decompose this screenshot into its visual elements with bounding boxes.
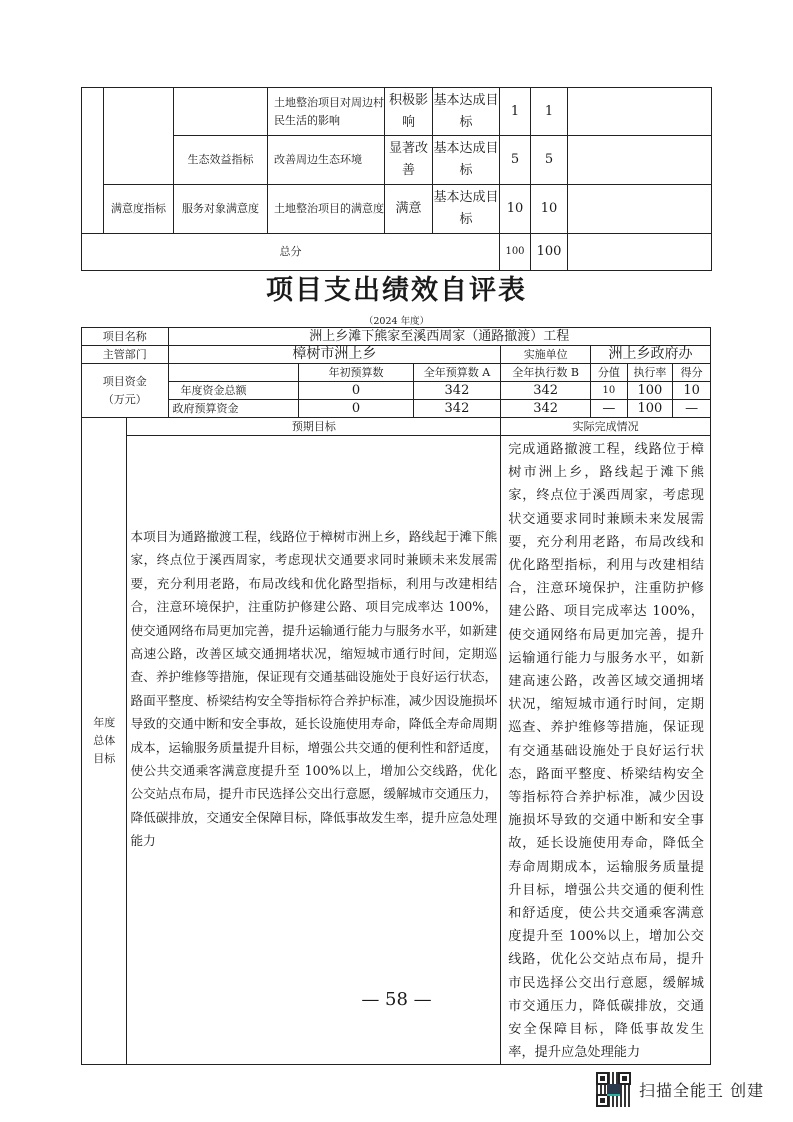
- indicator-cell: 土地整治项目对周边村民生活的影响: [268, 88, 385, 136]
- actual-cell: 基本达成目标: [433, 136, 500, 185]
- funds-annual: 342: [413, 382, 501, 400]
- total-row: [82, 234, 712, 271]
- total-weight: 100: [500, 234, 531, 271]
- level2-cell: [104, 88, 174, 185]
- note-cell: [568, 88, 712, 136]
- funds-header-weight: 分值: [591, 364, 628, 382]
- actual-cell: 基本达成目标: [433, 185, 500, 234]
- indicator-cell: 土地整治项目的满意度: [268, 185, 385, 234]
- funds-header-initial: 年初预算数: [299, 364, 413, 382]
- score-cell: 1: [531, 88, 568, 136]
- scanner-watermark: [596, 1072, 764, 1107]
- funds-initial: 0: [299, 382, 413, 400]
- goal-content-row: [82, 436, 711, 1065]
- actual-cell: 基本达成目标: [433, 88, 500, 136]
- funds-row: [82, 400, 711, 418]
- weight-cell: 5: [500, 136, 531, 185]
- expected-goal-text: 本项目为通路撤渡工程，线路位于樟树市洲上乡，路线起于滩下熊家，终点位于溪西周家，考虑现状交通要求同时兼顾未来发展需要，充分利用老路，布局改线和优化路型指标，利用与改建相结合，注意环境保护，注重防护修建公路、项目完成率达 100%，使交通网络布局更加完善，提升运输通行能力与服务水平，如新建高速公路，改善区域交通拥堵状况，缩短城市通行时间，定期巡查、养护维修等措施，保证现有交通基础设施处于良好运行状态，路面平整度、桥梁结构安全等指标符合养护标准，减少因设施损坏导致的交通中断和安全事故，延长设施使用寿命，降低全寿命周期成本，运输服务质量提升目标，增强公共交通的便利性和舒适度，使公共交通乘客满意度提升至 100%以上，增加公交线路，优化公交站点布局，提升市民选择公交出行意愿，缓解城市交通压力，降低碳排放，交通安全保障目标，降低事故发生率，提升应急处理能力: [130, 529, 498, 849]
- funds-row-label: 年度资金总额: [168, 382, 299, 400]
- total-score: 100: [531, 234, 568, 271]
- indicator-table-continuation: [81, 87, 712, 271]
- weight-cell: 1: [500, 88, 531, 136]
- funds-executed: 342: [501, 400, 591, 418]
- level2-cell: 满意度指标: [104, 185, 174, 234]
- level3-cell: [174, 88, 268, 136]
- total-label: 总分: [82, 234, 500, 271]
- goal-label-line: 年度: [93, 716, 116, 730]
- funds-rate: 100: [627, 382, 672, 400]
- score-cell: 5: [531, 136, 568, 185]
- actual-completion-text: 完成通路撤渡工程，线路位于樟树市洲上乡，路线起于滩下熊家，终点位于溪西周家，考虑现状交通要求同时兼顾未来发展需要，充分利用老路，布局改线和优化路型指标，利用与改建相结合，注意环境保护，注重防护修建公路、项目完成率达 100%，使交通网络布局更加完善，提升运输通行能力与服务水平，如新建高速公路，改善区域交通拥堵状况，缩短城市通行时间，定期巡查、养护维修等措施，保证现有交通基础设施处于良好运行状态，路面平整度、桥梁结构安全等指标符合养护标准，减少因设施损坏导致的交通中断和安全事故，延长设施使用寿命，降低全寿命周期成本，运输服务质量提升目标，增强公共交通的便利性和舒适度，使公共交通乘客满意度提升至 100%以上，增加公交线路，优化公交站点布局，提升市民选择公交出行意愿，缓解城市交通压力，降低碳排放，交通安全保障目标，降低事故发生率，提升应急处理能力: [508, 442, 704, 1061]
- target-cell: 积极影响: [385, 88, 433, 136]
- indicator-cell: 改善周边生态环境: [268, 136, 385, 185]
- funds-initial: 0: [299, 400, 413, 418]
- dept-row: [82, 346, 711, 364]
- funds-score: —: [673, 400, 711, 418]
- actual-completion-header: 实际完成情况: [501, 418, 711, 436]
- funds-rate: 100: [627, 400, 672, 418]
- weight-cell: 10: [500, 185, 531, 234]
- table-row: [82, 136, 712, 185]
- form-year: （2024 年度）: [363, 316, 430, 327]
- level1-cell: [82, 88, 104, 234]
- funds-label-line1: 项目资金: [102, 374, 147, 388]
- level3-cell: 服务对象满意度: [174, 185, 268, 234]
- qr-code-icon: [596, 1072, 631, 1107]
- impl-unit-value: 洲上乡政府办: [591, 346, 711, 364]
- funds-row: [82, 382, 711, 400]
- funds-weight: 10: [591, 382, 628, 400]
- actual-completion-cell: [501, 436, 711, 1065]
- table-row: [82, 185, 712, 234]
- score-cell: 10: [531, 185, 568, 234]
- total-note: [568, 234, 712, 271]
- funds-weight: —: [591, 400, 628, 418]
- funds-header-blank: [168, 364, 299, 382]
- funds-label-line2: （万元）: [102, 392, 147, 406]
- funds-row-label: 政府预算资金: [168, 400, 299, 418]
- funds-header-row: [82, 364, 711, 382]
- project-name-value: 洲上乡滩下熊家至溪西周家（通路撤渡）工程: [168, 328, 711, 346]
- note-cell: [568, 185, 712, 234]
- target-cell: 显著改善: [385, 136, 433, 185]
- target-cell: 满意: [385, 185, 433, 234]
- dept-value: 樟树市洲上乡: [168, 346, 501, 364]
- funds-header-score: 得分: [673, 364, 711, 382]
- goal-label-line: 总体: [93, 734, 116, 748]
- page-number: — 58 —: [361, 989, 432, 1010]
- funds-header-executed: 全年执行数 B: [501, 364, 591, 382]
- funds-executed: 342: [501, 382, 591, 400]
- funds-score: 10: [673, 382, 711, 400]
- dept-label: 主管部门: [82, 346, 169, 364]
- expected-goal-cell: [127, 436, 501, 1065]
- funds-header-annual: 全年预算数 A: [413, 364, 501, 382]
- goal-label-line: 目标: [93, 752, 116, 766]
- note-cell: [568, 136, 712, 185]
- watermark-text: 扫描全能王 创建: [639, 1081, 765, 1100]
- expected-goal-header: 预期目标: [127, 418, 501, 436]
- self-evaluation-table: [81, 327, 711, 1065]
- form-title: 项目支出绩效自评表: [266, 275, 527, 306]
- funds-header-rate: 执行率: [627, 364, 672, 382]
- goal-label: [82, 418, 127, 1065]
- level3-cell: 生态效益指标: [174, 136, 268, 185]
- impl-unit-label: 实施单位: [501, 346, 591, 364]
- project-name-row: [82, 328, 711, 346]
- funds-label: [82, 364, 169, 418]
- goal-header-row: [82, 418, 711, 436]
- table-row: [82, 88, 712, 136]
- project-name-label: 项目名称: [82, 328, 169, 346]
- funds-annual: 342: [413, 400, 501, 418]
